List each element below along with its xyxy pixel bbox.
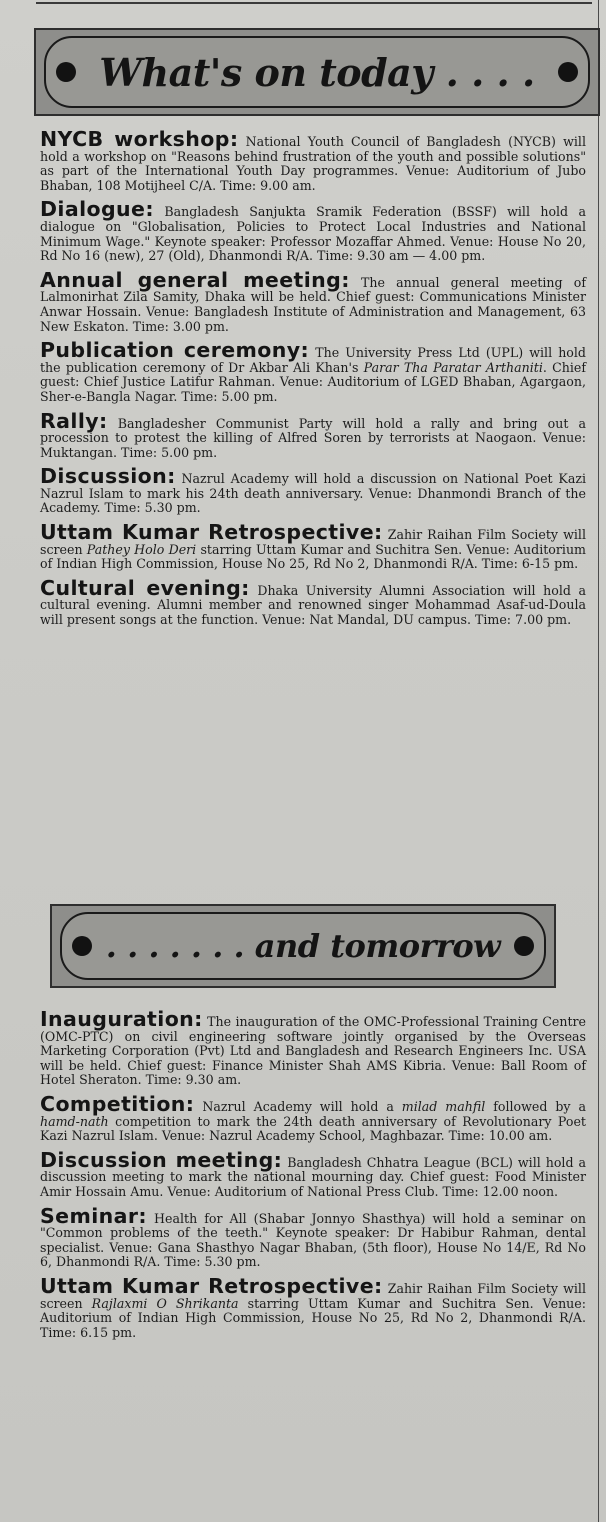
listing-heading: Seminar: — [40, 1203, 147, 1228]
listing-heading: NYCB workshop: — [40, 127, 239, 151]
film-title: Pathey Holo Deri — [86, 541, 197, 557]
listing-body: Bangladesher Communist Party will hold a rally and bring out a procession to protest the killing of Alfred Soren by terrorists at Naogaon. Venue: Muktangan. Time: 5.00 pm. — [40, 415, 586, 460]
listing-body: followed by a — [485, 1098, 587, 1114]
tomorrow-listings — [40, 1007, 587, 1349]
event-term: milad mahfil — [401, 1098, 486, 1114]
listing-item — [40, 1007, 586, 1088]
listing-item — [40, 520, 586, 572]
listing-body: Bangladesh Sanjukta Sramik Federation (BSSF) will hold a dialogue on "Globalisation, Policies to Protect Local Industries and National Minimum Wage." Keynote speaker: Professor Mozaffar Ahmed. Venue: House No 20, Rd No 16 (new), 27 (Old), Dhanmondi R/A. Time: 9.30 am — 4.00 pm. — [40, 204, 586, 264]
listing-item — [40, 464, 586, 516]
listing-item — [40, 575, 586, 628]
listing-heading: Uttam Kumar Retrospective: — [40, 1273, 383, 1298]
listing-body: Bangladesh Chhatra League (BCL) will hold a discussion meeting to mark the national mourning day. Chief guest: Food Minister Amir Hossain Amu. Venue: Auditorium of National Press Club. Time: 12.00 noon. — [40, 1154, 586, 1199]
listing-heading: Annual general meeting: — [40, 267, 350, 292]
tomorrow-banner — [50, 904, 556, 988]
listing-heading: Rally: — [40, 408, 108, 433]
listing-heading: Cultural evening: — [40, 575, 250, 600]
listing-body: starring Uttam Kumar and Suchitra Sen. Venue: Auditorium of Indian High Commission, House No 25, Rd No 2, Dhanmondi R/A. Time: 6-15 pm. — [40, 541, 586, 572]
listing-heading: Discussion: — [40, 464, 176, 489]
listing-heading: Dialogue: — [40, 197, 154, 222]
today-listings — [40, 127, 586, 637]
listing-body: Nazrul Academy will hold a discussion on National Poet Kazi Nazrul Islam to mark his 24th death anniversary. Venue: Dhanmondi Branch of the Academy. Time: 5.30 pm. — [40, 471, 586, 516]
column-rule — [598, 0, 599, 1522]
listing-item — [40, 197, 586, 264]
listing-body: Zahir Raihan Film Society will screen — [40, 527, 586, 557]
listing-item — [40, 338, 586, 404]
bullet-dot-icon — [558, 62, 578, 82]
tomorrow-banner-frame — [60, 912, 546, 980]
bullet-dot-icon — [56, 62, 76, 82]
listing-item — [40, 1203, 586, 1270]
listing-item — [40, 127, 586, 193]
listing-body: The inauguration of the OMC-Professional Training Centre (OMC-PTC) on civil engineering software jointly organised by the Overseas Marketing Corporation (Pvt) Ltd and Bangladesh and Research Engineers Inc. USA will be held. Chief guest: Finance Minister Shah AMS Kibria. Venue: Ball Room of Hotel Sheraton. Time: 9.30 am. — [40, 1014, 586, 1088]
film-title: Rajlaxmi O Shrikanta — [91, 1295, 239, 1311]
listing-item — [40, 1273, 586, 1340]
top-rule — [36, 2, 592, 4]
today-banner-frame — [44, 36, 590, 108]
listing-heading: Uttam Kumar Retrospective: — [40, 520, 383, 545]
listing-body: The University Press Ltd (UPL) will hold the publication ceremony of Dr Akbar Ali Khan's — [40, 345, 586, 375]
listing-heading: Inauguration: — [40, 1007, 203, 1031]
listing-body: Zahir Raihan Film Society will screen — [40, 1280, 586, 1311]
listing-item — [40, 408, 586, 461]
listing-heading: Publication ceremony: — [40, 338, 310, 363]
listing-body: competition to mark the 24th death anniversary of Revolutionary Poet Kazi Nazrul Islam. Venue: Nazrul Academy School, Maghbazar. Time: 10.00 am. — [40, 1113, 586, 1144]
listing-heading: Competition: — [40, 1091, 195, 1116]
tomorrow-banner-title: . . . . . . . and tomorrow — [105, 927, 501, 965]
listing-body: National Youth Council of Bangladesh (NYCB) will hold a workshop on "Reasons behind frustration of the youth and possible solutions" as part of the International Youth Day programmes. Venue: Auditorium of Jubo Bhaban, 108 Motijheel C/A. Time: 9.00 am. — [40, 134, 586, 193]
today-banner-title: What's on today . . . . — [99, 49, 535, 95]
event-term: hamd-nath — [40, 1113, 109, 1129]
listing-body: The annual general meeting of Lalmonirhat Zila Samity, Dhaka will be held. Chief guest: Communications Minister Anwar Hossain. Venue: Bangladesh Institute of Administration and Management, 63 New Eskaton. Time: 3.00 pm. — [40, 274, 586, 334]
bullet-dot-icon — [72, 936, 92, 956]
listing-body: starring Uttam Kumar and Suchitra Sen. Venue: Auditorium of Indian High Commission, House No 25, Rd No 2, Dhanmondi R/A. Time: 6.15 pm. — [40, 1295, 586, 1340]
listing-heading: Discussion meeting: — [40, 1147, 283, 1172]
listing-body: Nazrul Academy will hold a — [202, 1098, 402, 1114]
listing-body: Health for All (Shabar Jonnyo Shasthya) will hold a seminar on "Common problems of the teeth." Keynote speaker: Dr Habibur Rahman, dental specialist. Venue: Gana Shasthyo Nagar Bhaban, (5th floor), House No 14/E, Rd No 6, Dhanmondi R/A. Time: 5.30 pm. — [40, 1210, 586, 1270]
bullet-dot-icon — [514, 936, 534, 956]
listing-body: Dhaka University Alumni Association will hold a cultural evening. Alumni member and renowned singer Mohammad Asaf-ud-Doula will present songs at the function. Venue: Nat Mandal, DU campus. Time: 7.00 pm. — [40, 582, 586, 628]
today-banner — [34, 28, 600, 116]
listing-item — [40, 1147, 586, 1200]
book-title: Parar Tha Paratar Arthaniti — [363, 359, 543, 375]
listing-item — [40, 267, 586, 334]
listing-body: . Chief guest: Chief Justice Latifur Rahman. Venue: Auditorium of LGED Bhaban, Agargaon, Sher-e-Bangla Nagar. Time: 5.00 pm. — [40, 359, 586, 404]
listing-item — [40, 1091, 587, 1144]
